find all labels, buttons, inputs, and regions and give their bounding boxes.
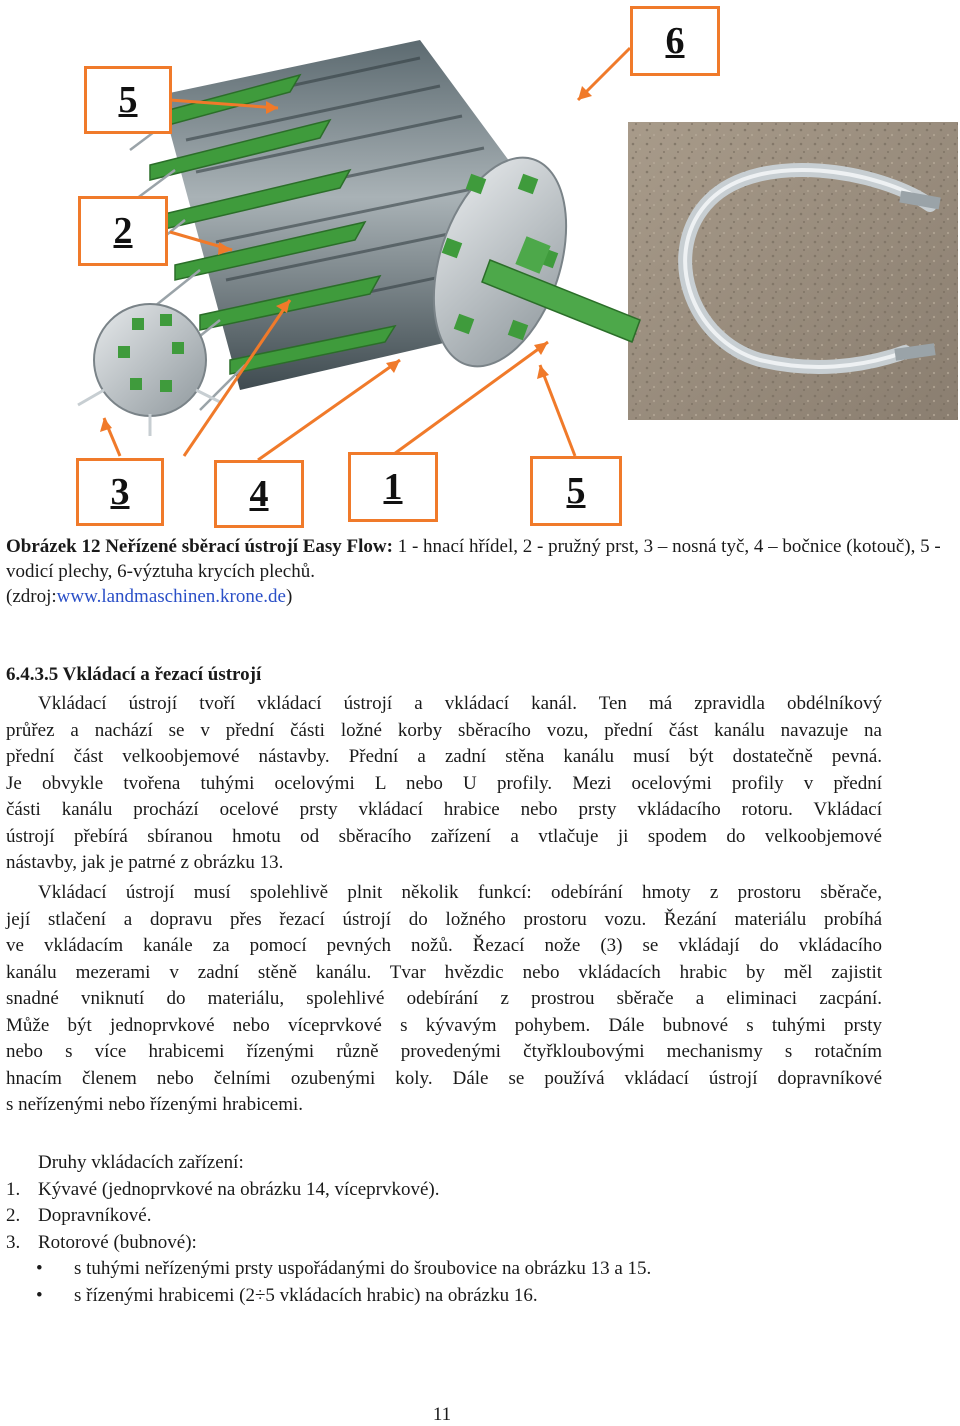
label-6: 6: [630, 6, 720, 76]
text-line: Je obvykle tvořena tuhými ocelovými L nebo U profily. Mezi ocelovými profily v přední: [6, 772, 882, 794]
caption-source-suffix: ): [286, 586, 293, 607]
paragraph-2: [6, 880, 882, 1119]
text-line: snadné vniknutí do materiálu, spolehlivé odebírání z prostrou sběrače a eliminaci zacpání.: [6, 988, 882, 1009]
list-item: [6, 1203, 651, 1230]
text-line: části kanálu prochází ocelové prsty vkládací hrabice nebo prsty vkládacího rotoru. Vkládací: [6, 799, 882, 820]
caption-title: Obrázek 12 Neřízené sběrací ústrojí Easy Flow:: [6, 536, 393, 557]
insertion-device-types: [6, 1150, 651, 1309]
paragraph-1: [6, 691, 882, 877]
page-number: 11: [432, 1404, 452, 1425]
label-2: 2: [78, 196, 168, 266]
label-5-top: 5: [84, 66, 172, 134]
text-line: přední část velkoobjemové nástavby. Přední a zadní stěna kanálu musí být dostatečně pevná.: [6, 746, 882, 767]
text-line: Vkládací ústrojí tvoří vkládací ústrojí a vkládací kanál. Ten má zpravidla obdélníkový: [38, 693, 882, 714]
label-1: 1: [348, 452, 438, 522]
inset-disc: [78, 304, 220, 436]
bullet-text: s řízenými hrabicemi (2÷5 vkládacích hrabic) na obrázku 16.: [74, 1284, 538, 1306]
bullet-text: s tuhými neřízenými prsty uspořádanými do šroubovice na obrázku 13 a 15.: [74, 1258, 652, 1279]
text-line: Vkládací ústrojí musí spolehlivě plnit několik funkcí: odebírání hmoty z prostoru sběrače,: [38, 882, 882, 903]
source-link[interactable]: www.landmaschinen.krone.de: [56, 586, 286, 607]
list-item-number: 2.: [6, 1205, 21, 1226]
list-item-number: 1.: [6, 1178, 21, 1200]
text-line: ve vkládacím kanále za pomocí pevných nožů. Řezací nože (3) se vkládají do vkládacího: [6, 935, 882, 956]
label-3: 3: [76, 458, 164, 526]
caption-text: 1 - hnací hřídel, 2 - pružný prst, 3 – nosná tyč, 4 – bočnice (kotouč), 5 - vodicí plechy, 6-výztuha krycích plechů.: [6, 536, 941, 582]
text-line: její stlačení a dopravu přes řezací ústrojí do ložného prostoru vozu. Řezání materiálu probíhá: [6, 908, 882, 930]
list-item: [6, 1177, 651, 1204]
bullet-mark: •: [36, 1284, 43, 1306]
text-line: průřez a nachází se v přední části ložné korby sběracího vozu, přední část kanálu navazuje na: [6, 719, 882, 741]
bullet-item: [0, 1256, 651, 1283]
text-line: nebo s více hrabicemi řízenými různě provedenými čtyřkloubovými mechanismy s rotačním: [6, 1041, 882, 1062]
text-line: hnacím členem nebo čelními ozubenými koly. Dále se používá vkládací ústrojí dopravníkové: [6, 1067, 882, 1089]
list-title: Druhy vkládacích zařízení:: [38, 1152, 244, 1173]
text-line: s neřízenými nebo řízenými hrabicemi.: [6, 1094, 304, 1115]
figure-easy-flow: [0, 0, 960, 530]
text-line: nástavby, jak je patrné z obrázku 13.: [6, 852, 284, 873]
reinforcement-photo: [628, 122, 958, 420]
label-4: 4: [214, 460, 304, 528]
list-item-text: Rotorové (bubnové):: [38, 1231, 197, 1253]
bullet-item: [0, 1283, 651, 1310]
list-item-text: Dopravníkové.: [38, 1205, 152, 1226]
figure-caption: [6, 534, 954, 609]
list-item-text: Kývavé (jednoprvkové na obrázku 14, víceprvkové).: [38, 1178, 440, 1200]
caption-source-prefix: (zdroj:: [6, 586, 57, 607]
list-item: [6, 1230, 651, 1257]
text-line: kanálu mezerami v zadní stěně kanálu. Tvar hvězdic nebo vkládacích hrabic by měl zajistit: [6, 961, 882, 983]
text-line: ústrojí přebírá sbíranou hmotu od sběracího zařízení a vtlačuje ji spodem do velkoobjemové: [6, 825, 882, 847]
bullet-mark: •: [36, 1258, 43, 1279]
label-5-bottom: 5: [530, 456, 622, 526]
section-heading: 6.4.3.5 Vkládací a řezací ústrojí: [6, 664, 262, 685]
list-item-number: 3.: [6, 1231, 21, 1253]
text-line: Může být jednoprvkové nebo víceprvkové s kývavým pohybem. Dále bubnové s tuhými prsty: [6, 1014, 882, 1036]
